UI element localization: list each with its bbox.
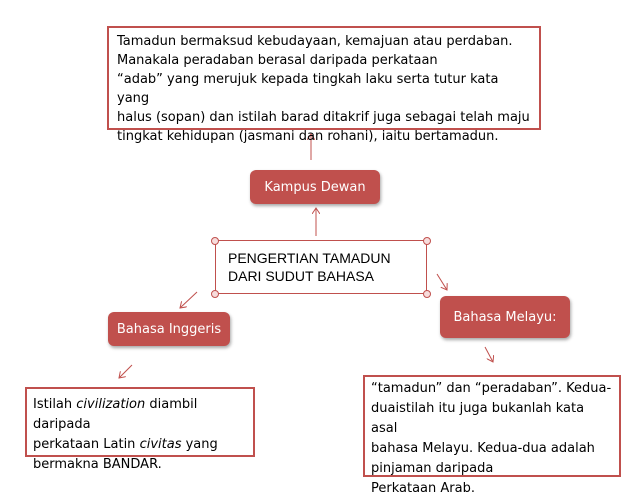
- left-definition-line: Istilah civilization diambil daripada: [33, 397, 198, 432]
- center-topic-box: [215, 240, 427, 294]
- resize-handle[interactable]: [211, 290, 219, 298]
- right-definition-line: “tamadun” dan “peradaban”. Kedua-: [371, 381, 612, 396]
- resize-handle[interactable]: [423, 290, 431, 298]
- bahasa-melayu-node[interactable]: [440, 296, 570, 338]
- right-definition-line: duaistilah itu juga bukanlah kata asal: [371, 401, 585, 436]
- arrow-to-melayu: [437, 274, 447, 290]
- top-definition-line: tingkat kehidupan (jasmani dan rohani), iaitu bertamadun.: [117, 129, 499, 144]
- top-definition-box: [107, 26, 541, 144]
- left-definition-line: bermakna BANDAR.: [33, 457, 162, 472]
- resize-handle[interactable]: [211, 237, 219, 245]
- top-definition-line: Manakala peradaban berasal daripada perkataan: [117, 53, 438, 68]
- right-definition-box: [363, 375, 621, 496]
- top-definition-line: halus (sopan) dan istilah barad ditakrif juga sebagai telah maju: [117, 110, 530, 125]
- right-definition-line: Perkataan Arab.: [371, 481, 475, 496]
- bahasa-melayu-label: Bahasa Melayu:: [453, 309, 557, 325]
- top-definition-line: Tamadun bermaksud kebudayaan, kemajuan atau perdaban.: [117, 34, 513, 49]
- left-definition-box: [25, 387, 255, 472]
- center-topic-line: DARI SUDUT BAHASA: [228, 268, 374, 284]
- right-definition-line: bahasa Melayu. Kedua-dua adalah: [371, 441, 595, 456]
- arrow-to-left-definition: [119, 365, 132, 378]
- left-definition-line: perkataan Latin civitas yang: [33, 437, 218, 452]
- top-definition-line: “adab” yang merujuk kepada tingkah laku serta tutur kata yang: [117, 72, 499, 106]
- kampus-dewan-label: Kampus Dewan: [264, 179, 366, 195]
- resize-handle[interactable]: [423, 237, 431, 245]
- bahasa-inggeris-node[interactable]: [108, 312, 230, 346]
- kampus-dewan-node[interactable]: [250, 170, 380, 204]
- arrow-to-right-definition: [485, 347, 493, 362]
- bahasa-inggeris-label: Bahasa Inggeris: [116, 321, 222, 337]
- right-definition-line: pinjaman daripada: [371, 461, 494, 476]
- center-topic-line: PENGERTIAN TAMADUN: [228, 250, 391, 266]
- arrow-to-inggeris: [180, 292, 197, 308]
